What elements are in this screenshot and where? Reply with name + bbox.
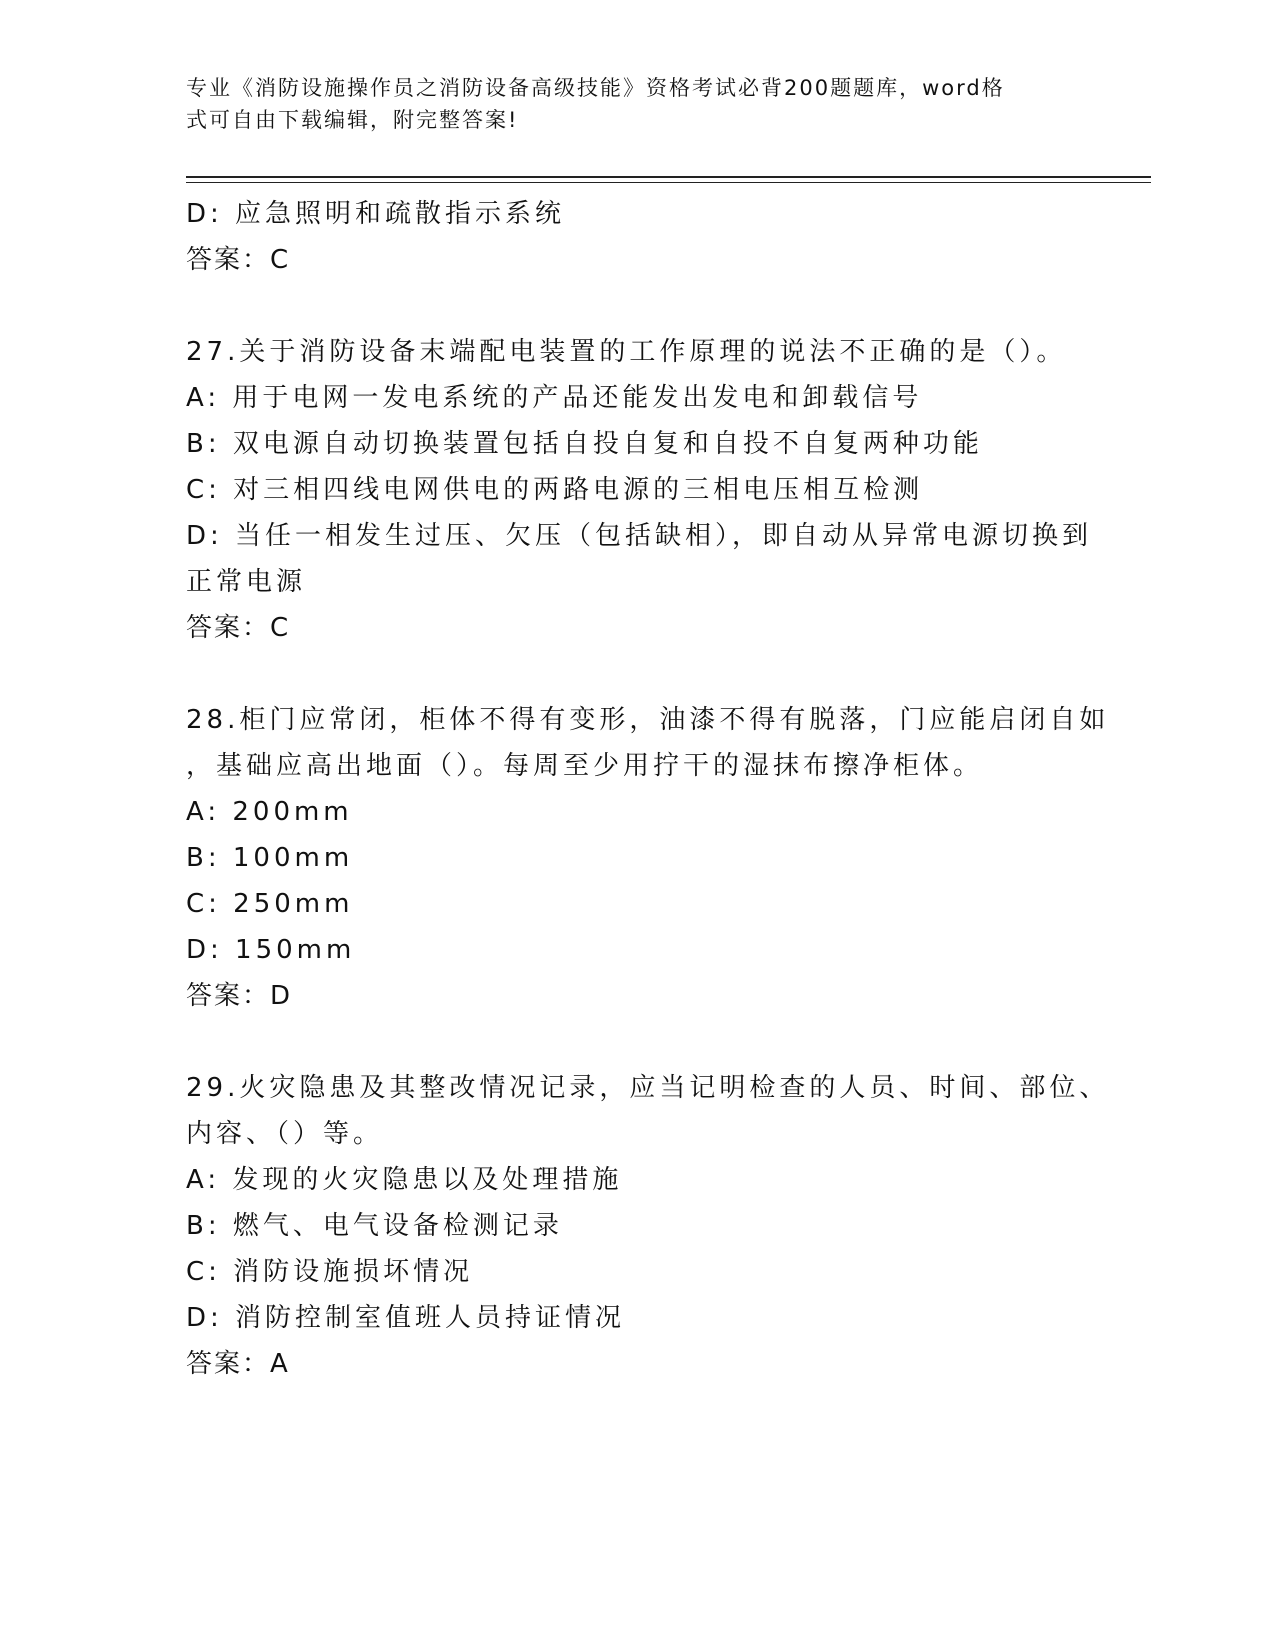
header-line-1: 专业《消防设施操作员之消防设备高级技能》资格考试必背200题题库，word格 — [186, 76, 1005, 100]
question-text: 27.关于消防设备末端配电装置的工作原理的说法不正确的是（）。 — [186, 337, 1067, 367]
question-text-continued: 内容、（）等。 — [186, 1119, 384, 1149]
option-b: B: 100mm — [186, 843, 354, 873]
answer: 答案：D — [186, 981, 293, 1011]
document-body — [186, 191, 1110, 1387]
answer: 答案：C — [186, 245, 291, 275]
question-27 — [186, 329, 1093, 651]
option-b: B: 双电源自动切换装置包括自投自复和自投不自复两种功能 — [186, 429, 983, 459]
question-29 — [186, 1065, 1110, 1387]
option-a: A: 用于电网一发电系统的产品还能发出发电和卸载信号 — [186, 383, 923, 413]
option-a: A: 发现的火灾隐患以及处理措施 — [186, 1165, 623, 1195]
spacer — [186, 283, 1086, 329]
option-a: A: 200mm — [186, 797, 353, 827]
spacer — [186, 1019, 1086, 1065]
option-d-continued: 正常电源 — [186, 567, 307, 597]
option-d: D: 应急照明和疏散指示系统 — [186, 199, 566, 229]
question-text: 28.柜门应常闭，柜体不得有变形，油漆不得有脱落，门应能启闭自如 — [186, 705, 1110, 735]
question-28 — [186, 697, 1110, 1019]
question-text: 29.火灾隐患及其整改情况记录，应当记明检查的人员、时间、部位、 — [186, 1073, 1110, 1103]
header-rule-thick — [186, 176, 1151, 178]
header-rule-thin — [186, 182, 1151, 183]
option-d: D: 当任一相发生过压、欠压（包括缺相），即自动从异常电源切换到 — [186, 521, 1093, 551]
option-c: C: 对三相四线电网供电的两路电源的三相电压相互检测 — [186, 475, 924, 505]
answer: 答案：A — [186, 1349, 290, 1379]
answer: 答案：C — [186, 613, 291, 643]
option-b: B: 燃气、电气设备检测记录 — [186, 1211, 563, 1241]
option-d: D: 150mm — [186, 935, 356, 965]
spacer — [186, 651, 1086, 697]
option-d: D: 消防控制室值班人员持证情况 — [186, 1303, 626, 1333]
previous-question-tail — [186, 191, 1086, 283]
option-c: C: 250mm — [186, 889, 354, 919]
header-line-2: 式可自由下载编辑，附完整答案! — [186, 108, 519, 132]
question-text-continued: ，基础应高出地面（）。每周至少用拧干的湿抹布擦净柜体。 — [186, 751, 984, 781]
page-header — [186, 72, 1066, 136]
option-c: C: 消防设施损坏情况 — [186, 1257, 474, 1287]
